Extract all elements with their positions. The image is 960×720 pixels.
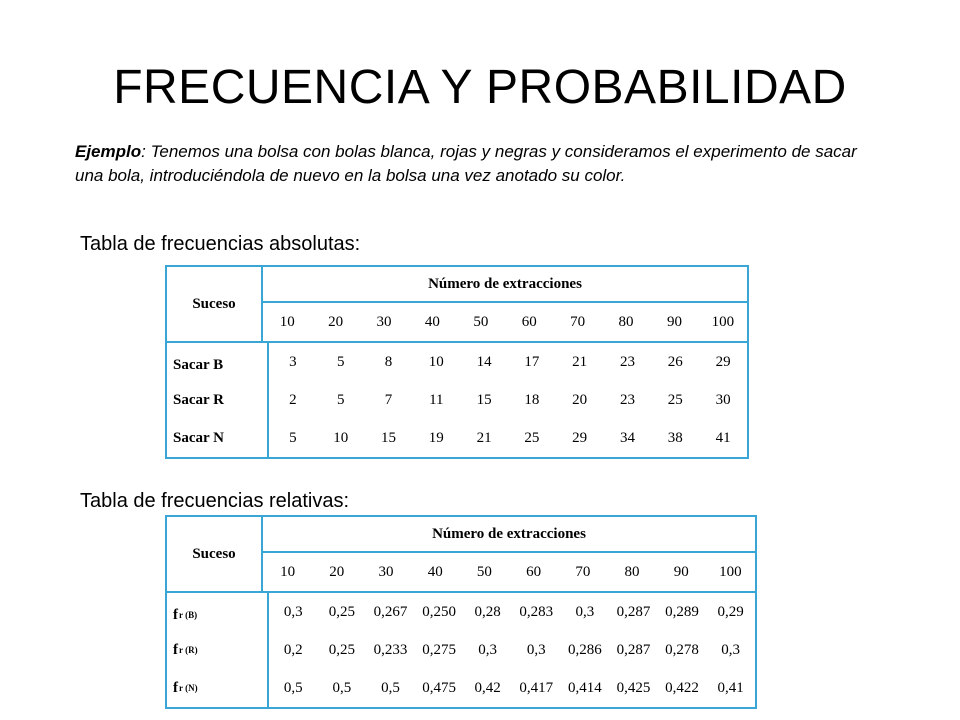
row-label: Sacar R bbox=[167, 381, 269, 419]
cell: 20 bbox=[572, 391, 588, 408]
example-body: : Tenemos una bolsa con bolas blanca, rojas y negras y consideramos el experimento de sacar una bola, introduciéndola de nuevo en la bolsa una vez anotado su color. bbox=[75, 142, 857, 185]
relative-table-subtitle: Tabla de frecuencias relativas: bbox=[80, 490, 350, 512]
cell: 0,287 bbox=[616, 641, 651, 658]
column-header: 60 bbox=[521, 313, 537, 330]
cell: 25 bbox=[667, 391, 683, 408]
cell: 0,275 bbox=[422, 641, 456, 658]
column-header: 80 bbox=[624, 563, 640, 580]
row-label bbox=[167, 631, 269, 669]
column-header: 10 bbox=[279, 313, 295, 330]
row-label-main: f bbox=[173, 606, 178, 623]
table-row bbox=[167, 419, 747, 457]
cell: 0,3 bbox=[283, 603, 303, 620]
column-header: 20 bbox=[328, 313, 344, 330]
slide-title: FRECUENCIA Y PROBABILIDAD bbox=[113, 61, 847, 114]
cell: 19 bbox=[428, 429, 444, 446]
table-row bbox=[167, 343, 747, 381]
cell: 0,3 bbox=[478, 641, 498, 658]
cell: 8 bbox=[384, 353, 393, 370]
cell: 0,278 bbox=[665, 641, 699, 658]
column-header: 50 bbox=[476, 563, 492, 580]
cell: 34 bbox=[619, 429, 635, 446]
row-label-main: f bbox=[173, 679, 178, 696]
table-body bbox=[167, 343, 747, 457]
absolute-table-subtitle: Tabla de frecuencias absolutas: bbox=[80, 233, 361, 255]
cell: 30 bbox=[715, 391, 731, 408]
cell: 29 bbox=[715, 353, 731, 370]
cell: 0,28 bbox=[474, 603, 501, 620]
cell: 11 bbox=[429, 391, 444, 408]
cell: 38 bbox=[667, 429, 683, 446]
cell: 10 bbox=[333, 429, 349, 446]
cell: 0,29 bbox=[717, 603, 744, 620]
cell: 0,42 bbox=[474, 679, 501, 696]
cell: 5 bbox=[336, 353, 345, 370]
example-text bbox=[75, 140, 875, 188]
column-header: 50 bbox=[473, 313, 489, 330]
cell: 15 bbox=[380, 429, 396, 446]
cell: 5 bbox=[289, 429, 297, 446]
cell: 0,2 bbox=[283, 641, 303, 658]
cell: 0,250 bbox=[422, 603, 456, 620]
cell: 21 bbox=[572, 353, 588, 370]
table-row bbox=[167, 381, 747, 419]
table-body bbox=[167, 593, 755, 707]
cell: 0,422 bbox=[665, 679, 699, 696]
cell: 21 bbox=[476, 429, 492, 446]
cell: 29 bbox=[572, 429, 588, 446]
row-label-sub: r (N) bbox=[179, 683, 198, 693]
row-label bbox=[167, 669, 269, 707]
row-label-sub: r (B) bbox=[179, 610, 198, 620]
cell: 0,417 bbox=[519, 679, 554, 696]
cell: 0,414 bbox=[567, 679, 602, 696]
cell: 0,41 bbox=[717, 679, 744, 696]
cell: 0,267 bbox=[373, 603, 408, 620]
cell: 17 bbox=[524, 353, 540, 370]
row-label bbox=[167, 593, 269, 631]
table-row bbox=[167, 669, 755, 707]
table-header bbox=[167, 517, 755, 593]
column-headers bbox=[263, 553, 755, 591]
cell: 0,289 bbox=[665, 603, 699, 620]
row-label-sub: r (R) bbox=[179, 645, 198, 655]
row-header: Suceso bbox=[167, 517, 263, 591]
column-header: 90 bbox=[673, 563, 689, 580]
group-header: Número de extracciones bbox=[263, 517, 755, 553]
column-header: 100 bbox=[719, 563, 742, 580]
row-label-main: f bbox=[173, 641, 178, 658]
cell: 23 bbox=[619, 391, 635, 408]
column-header: 30 bbox=[378, 563, 394, 580]
row-label: Sacar N bbox=[167, 419, 269, 457]
cell: 23 bbox=[619, 353, 635, 370]
table-header bbox=[167, 267, 747, 343]
cell: 14 bbox=[476, 353, 492, 370]
cell: 0,25 bbox=[328, 603, 356, 620]
cell: 0,287 bbox=[616, 603, 651, 620]
cell: 7 bbox=[384, 391, 393, 408]
cell: 5 bbox=[336, 391, 345, 408]
cell: 0,3 bbox=[721, 641, 741, 658]
column-header: 30 bbox=[376, 313, 392, 330]
cell: 26 bbox=[667, 353, 683, 370]
column-headers bbox=[263, 303, 747, 341]
example-label: Ejemplo bbox=[75, 142, 142, 161]
column-header: 10 bbox=[280, 563, 296, 580]
cell: 10 bbox=[428, 353, 444, 370]
relative-frequency-table bbox=[165, 515, 757, 709]
row-label: Sacar B bbox=[167, 343, 269, 381]
column-header: 80 bbox=[618, 313, 634, 330]
cell: 0,5 bbox=[283, 679, 303, 696]
column-header: 70 bbox=[575, 563, 591, 580]
cell: 0,5 bbox=[332, 679, 352, 696]
cell: 0,3 bbox=[526, 641, 546, 658]
cell: 18 bbox=[524, 391, 540, 408]
column-header: 40 bbox=[427, 563, 443, 580]
column-header: 90 bbox=[666, 313, 682, 330]
group-header: Número de extracciones bbox=[263, 267, 747, 303]
cell: 25 bbox=[524, 429, 540, 446]
cell: 0,286 bbox=[567, 641, 602, 658]
cell: 15 bbox=[476, 391, 492, 408]
column-header: 60 bbox=[526, 563, 542, 580]
cell: 41 bbox=[715, 429, 731, 446]
row-header: Suceso bbox=[167, 267, 263, 341]
cell: 3 bbox=[289, 353, 297, 370]
column-header: 100 bbox=[711, 313, 735, 330]
cell: 0,3 bbox=[575, 603, 595, 620]
table-row bbox=[167, 631, 755, 669]
cell: 0,25 bbox=[328, 641, 356, 658]
cell: 0,233 bbox=[373, 641, 408, 658]
cell: 0,475 bbox=[422, 679, 456, 696]
column-header: 70 bbox=[570, 313, 586, 330]
cell: 2 bbox=[289, 391, 297, 408]
column-header: 40 bbox=[424, 313, 440, 330]
absolute-frequency-table bbox=[165, 265, 749, 459]
table-row bbox=[167, 593, 755, 631]
cell: 0,283 bbox=[519, 603, 554, 620]
cell: 0,425 bbox=[616, 679, 651, 696]
cell: 0,5 bbox=[381, 679, 400, 696]
column-header: 20 bbox=[329, 563, 345, 580]
